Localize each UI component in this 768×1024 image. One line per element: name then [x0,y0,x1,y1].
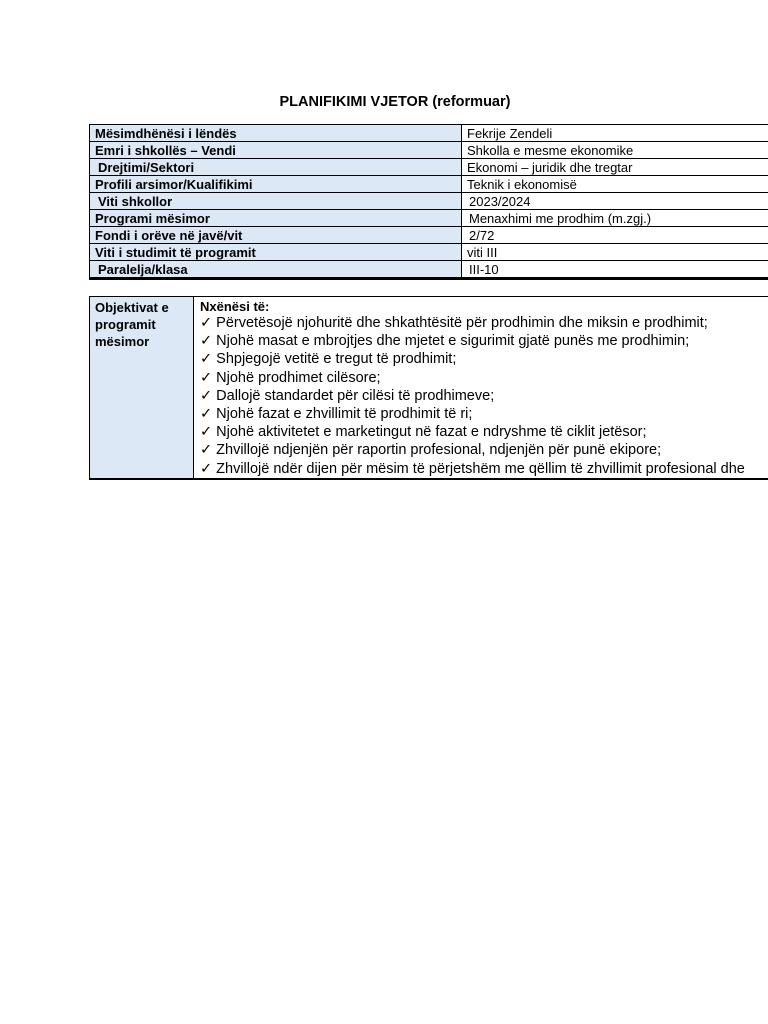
list-item [200,460,768,478]
table-row [90,244,768,261]
table-row [90,142,768,159]
check-icon: ✓ [200,424,213,441]
info-value: Menaxhimi me prodhim (m.zgj.) [462,210,768,227]
info-label: Viti shkollor [90,193,462,210]
list-item [200,387,768,405]
table-row [90,176,768,193]
info-label: Viti i studimit të programit [90,244,462,261]
list-item [200,314,768,332]
list-item [200,423,768,441]
list-item [200,332,768,350]
list-item [200,405,768,423]
check-icon: ✓ [200,406,213,423]
objective-text: Shpjegojë vetitë e tregut të prodhimit; [216,351,457,368]
info-label: Mësimdhënësi i lëndës [90,125,462,142]
list-item [200,441,768,459]
list-item [200,369,768,387]
info-value: 2023/2024 [462,193,768,210]
objective-text: Njohë fazat e zhvillimit të prodhimit të ri; [216,406,473,423]
objectives-table [89,296,768,480]
info-value: Fekrije Zendeli [462,125,768,142]
table-row [90,159,768,176]
check-icon: ✓ [200,369,213,386]
objectives-label: Objektivat e programit mësimor [90,297,194,479]
info-value: Teknik i ekonomisë [462,176,768,193]
info-value: viti III [462,244,768,261]
table-row [90,297,768,479]
table-row [90,210,768,227]
table-row [90,227,768,244]
info-table [89,124,768,280]
objectives-list [200,314,768,478]
check-icon: ✓ [200,460,213,477]
objective-text: Njohë prodhimet cilësore; [216,369,381,386]
objective-text: Zhvillojë ndër dijen për mësim të përjetshëm me qëllim të zhvillimit profesional dhe [216,460,745,477]
info-value: Shkolla e mesme ekonomike [462,142,768,159]
info-value: Ekonomi – juridik dhe tregtar [462,159,768,176]
objective-text: Njohë masat e mbrojtjes dhe mjetet e sigurimit gjatë punës me prodhimin; [216,333,690,350]
objective-text: Njohë aktivitetet e marketingut në fazat e ndryshme të ciklit jetësor; [216,424,647,441]
info-label: Emri i shkollës – Vendi [90,142,462,159]
document-title: PLANIFIKIMI VJETOR (reformuar) [279,94,511,110]
objectives-content [194,297,768,479]
info-label: Profili arsimor/Kualifikimi [90,176,462,193]
check-icon: ✓ [200,315,213,331]
info-value: III-10 [462,261,768,279]
table-row [90,261,768,279]
check-icon: ✓ [200,351,213,368]
objective-text: Përvetësojë njohuritë dhe shkathtësitë për prodhimin dhe miksin e prodhimit; [216,315,708,331]
info-label: Paralelja/klasa [90,261,462,279]
objective-text: Dallojë standardet për cilësi të prodhimeve; [216,387,495,404]
info-value: 2/72 [462,227,768,244]
check-icon: ✓ [200,387,213,404]
check-icon: ✓ [200,442,213,459]
check-icon: ✓ [200,333,213,350]
table-row [90,193,768,210]
table-row [90,125,768,142]
objectives-intro: Nxënësi të: [200,299,270,314]
info-label: Programi mësimor [90,210,462,227]
info-label: Fondi i orëve në javë/vit [90,227,462,244]
list-item [200,350,768,368]
info-label: Drejtimi/Sektori [90,159,462,176]
objective-text: Zhvillojë ndjenjën për raportin profesional, ndjenjën për punë ekipore; [216,442,662,459]
